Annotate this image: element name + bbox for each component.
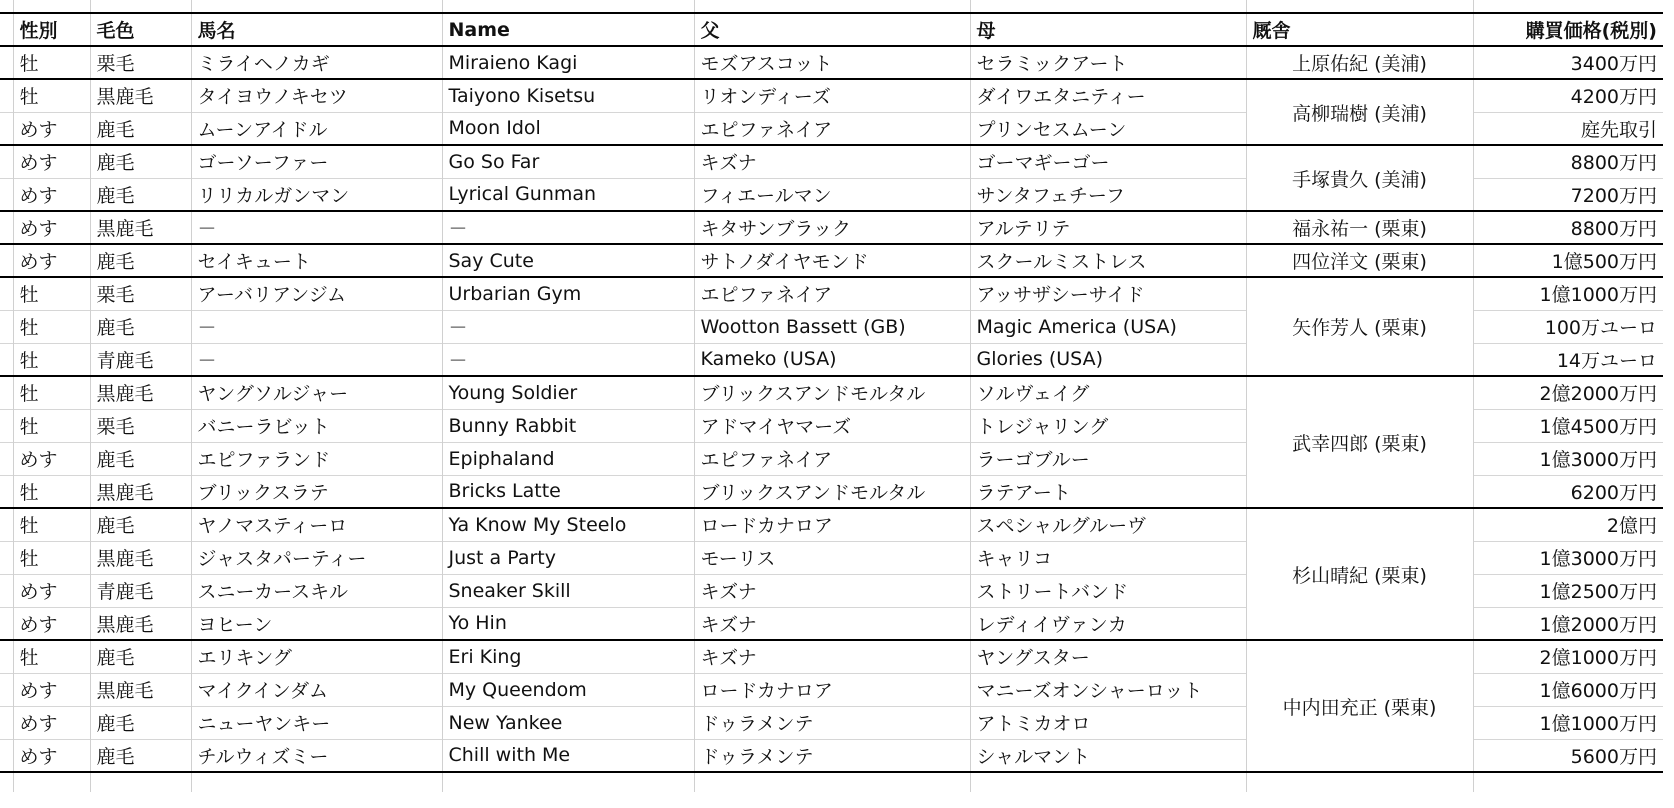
cell-price[interactable]: 4200万円 — [1473, 79, 1663, 112]
cell-name-en[interactable]: Sneaker Skill — [442, 574, 694, 607]
row-spacer-cell[interactable] — [0, 376, 13, 409]
cell-name-en[interactable]: Go So Far — [442, 145, 694, 178]
cell-coat-color[interactable]: 黒鹿毛 — [90, 475, 191, 508]
cell-horse-name[interactable]: エリキング — [191, 640, 442, 673]
cell-sex[interactable]: めす — [13, 211, 90, 244]
cell-coat-color[interactable]: 鹿毛 — [90, 739, 191, 772]
cell-horse-name[interactable]: ミライヘノカギ — [191, 46, 442, 79]
cell-price[interactable]: 1億1000万円 — [1473, 277, 1663, 310]
cell-name-en[interactable]: Ya Know My Steelo — [442, 508, 694, 541]
cell-name-en[interactable]: Bunny Rabbit — [442, 409, 694, 442]
table-row — [0, 46, 1663, 79]
cell-name-en[interactable]: Bricks Latte — [442, 475, 694, 508]
cell-dam[interactable]: ダイワエタニティー — [970, 79, 1246, 112]
cell-price[interactable]: 8800万円 — [1473, 211, 1663, 244]
cell-sex[interactable]: 牡 — [13, 277, 90, 310]
row-spacer-cell[interactable] — [0, 310, 13, 343]
cell-coat-color[interactable]: 黒鹿毛 — [90, 376, 191, 409]
row-spacer-cell[interactable] — [0, 409, 13, 442]
cell-coat-color[interactable]: 鹿毛 — [90, 706, 191, 739]
table-row — [0, 508, 1663, 541]
empty-row — [0, 772, 1663, 792]
cell-coat-color[interactable]: 黒鹿毛 — [90, 211, 191, 244]
cell-name-en[interactable]: Just a Party — [442, 541, 694, 574]
cell-horse-name[interactable]: － — [191, 343, 442, 376]
table-row — [0, 277, 1663, 310]
cell-dam[interactable]: ゴーマギーゴー — [970, 145, 1246, 178]
header-name-en[interactable]: Name — [442, 13, 694, 46]
cell-dam[interactable]: スペシャルグルーヴ — [970, 508, 1246, 541]
cell-stable[interactable]: 中内田充正 (栗東) — [1246, 640, 1473, 772]
cell-dam[interactable]: セラミックアート — [970, 46, 1246, 79]
cell-dam[interactable]: プリンセスムーン — [970, 112, 1246, 145]
row-spacer-cell[interactable] — [0, 607, 13, 640]
row-spacer-cell[interactable] — [0, 46, 13, 79]
cell-horse-name[interactable]: － — [191, 211, 442, 244]
row-spacer-cell[interactable] — [0, 508, 13, 541]
cell-price[interactable]: 2億1000万円 — [1473, 640, 1663, 673]
cell-dam[interactable]: スクールミストレス — [970, 244, 1246, 277]
cell-coat-color[interactable]: 栗毛 — [90, 46, 191, 79]
cell-horse-name[interactable]: ブリックスラテ — [191, 475, 442, 508]
cell-dam[interactable]: Glories (USA) — [970, 343, 1246, 376]
cell-coat-color[interactable]: 青鹿毛 — [90, 574, 191, 607]
table-row — [0, 79, 1663, 112]
row-spacer-cell[interactable] — [0, 178, 13, 211]
cell-coat-color[interactable]: 鹿毛 — [90, 508, 191, 541]
cell-price[interactable]: 7200万円 — [1473, 178, 1663, 211]
table-row — [0, 640, 1663, 673]
cell-sire[interactable]: ロードカナロア — [694, 673, 970, 706]
cell-sex[interactable]: 牡 — [13, 409, 90, 442]
cell-sire[interactable]: Wootton Bassett (GB) — [694, 310, 970, 343]
cell-name-en[interactable]: Yo Hin — [442, 607, 694, 640]
cell-coat-color[interactable]: 鹿毛 — [90, 310, 191, 343]
cell-sex[interactable]: めす — [13, 145, 90, 178]
header-price[interactable]: 購買価格(税別) — [1473, 13, 1663, 46]
empty-cell[interactable] — [13, 772, 90, 792]
cell-horse-name[interactable]: セイキュート — [191, 244, 442, 277]
cell-sex[interactable]: 牡 — [13, 475, 90, 508]
cell-dam[interactable]: アトミカオロ — [970, 706, 1246, 739]
cell-name-en[interactable]: Young Soldier — [442, 376, 694, 409]
cell-horse-name[interactable]: バニーラビット — [191, 409, 442, 442]
table-row — [0, 244, 1663, 277]
cell-coat-color[interactable]: 鹿毛 — [90, 178, 191, 211]
cell-horse-name[interactable]: アーバリアンジム — [191, 277, 442, 310]
cell-stable[interactable]: 矢作芳人 (栗東) — [1246, 277, 1473, 376]
cell-name-en[interactable]: Taiyono Kisetsu — [442, 79, 694, 112]
empty-cell[interactable] — [442, 772, 694, 792]
header-horse-name[interactable]: 馬名 — [191, 13, 442, 46]
cell-price[interactable]: 14万ユーロ — [1473, 343, 1663, 376]
cell-name-en[interactable]: My Queendom — [442, 673, 694, 706]
cell-sex[interactable]: めす — [13, 739, 90, 772]
cell-dam[interactable]: Magic America (USA) — [970, 310, 1246, 343]
cell-sire[interactable]: エピファネイア — [694, 112, 970, 145]
row-spacer-cell[interactable] — [0, 112, 13, 145]
row-spacer-cell[interactable] — [0, 211, 13, 244]
cell-price[interactable]: 庭先取引 — [1473, 112, 1663, 145]
header-row — [0, 13, 1663, 46]
cell-price[interactable]: 1億500万円 — [1473, 244, 1663, 277]
cell-price[interactable]: 1億3000万円 — [1473, 442, 1663, 475]
cell-price[interactable]: 1億6000万円 — [1473, 673, 1663, 706]
cell-horse-name[interactable]: ヤノマスティーロ — [191, 508, 442, 541]
cell-sex[interactable]: 牡 — [13, 508, 90, 541]
cell-dam[interactable]: ラテアート — [970, 475, 1246, 508]
cell-sex[interactable]: 牡 — [13, 46, 90, 79]
cell-name-en[interactable]: Urbarian Gym — [442, 277, 694, 310]
cell-dam[interactable]: ソルヴェイグ — [970, 376, 1246, 409]
header-dam[interactable]: 母 — [970, 13, 1246, 46]
row-spacer-cell[interactable] — [0, 244, 13, 277]
cell-stable[interactable]: 武幸四郎 (栗東) — [1246, 376, 1473, 508]
cell-horse-name[interactable]: タイヨウノキセツ — [191, 79, 442, 112]
cell-coat-color[interactable]: 鹿毛 — [90, 442, 191, 475]
cell-sex[interactable]: 牡 — [13, 640, 90, 673]
cell-dam[interactable]: トレジャリング — [970, 409, 1246, 442]
cell-sire[interactable]: キズナ — [694, 607, 970, 640]
cell-price[interactable]: 1億2000万円 — [1473, 607, 1663, 640]
cell-sire[interactable]: サトノダイヤモンド — [694, 244, 970, 277]
cell-stable[interactable]: 高柳瑞樹 (美浦) — [1246, 79, 1473, 145]
cell-sex[interactable]: めす — [13, 574, 90, 607]
cell-sire[interactable]: ブリックスアンドモルタル — [694, 475, 970, 508]
cell-name-en[interactable]: － — [442, 343, 694, 376]
cell-stable[interactable]: 杉山晴紀 (栗東) — [1246, 508, 1473, 640]
cell-sire[interactable]: アドマイヤマーズ — [694, 409, 970, 442]
cell-horse-name[interactable]: ゴーソーファー — [191, 145, 442, 178]
cell-coat-color[interactable]: 鹿毛 — [90, 145, 191, 178]
row-spacer-cell[interactable] — [0, 673, 13, 706]
cell-sire[interactable]: モズアスコット — [694, 46, 970, 79]
cell-price[interactable]: 1億1000万円 — [1473, 706, 1663, 739]
row-spacer-cell[interactable] — [0, 706, 13, 739]
row-spacer-cell[interactable] — [0, 739, 13, 772]
cell-sire[interactable]: キタサンブラック — [694, 211, 970, 244]
table-row — [0, 145, 1663, 178]
cell-name-en[interactable]: Chill with Me — [442, 739, 694, 772]
row-spacer-cell[interactable] — [0, 442, 13, 475]
cell-horse-name[interactable]: マイクインダム — [191, 673, 442, 706]
empty-cell[interactable] — [191, 772, 442, 792]
cell-price[interactable]: 1億4500万円 — [1473, 409, 1663, 442]
cell-sire[interactable]: キズナ — [694, 640, 970, 673]
row-spacer-cell[interactable] — [0, 640, 13, 673]
cell-sex[interactable]: 牡 — [13, 79, 90, 112]
empty-cell[interactable] — [1246, 772, 1473, 792]
row-spacer-cell[interactable] — [0, 277, 13, 310]
table-row — [0, 211, 1663, 244]
cell-dam[interactable]: サンタフェチーフ — [970, 178, 1246, 211]
cell-coat-color[interactable]: 鹿毛 — [90, 640, 191, 673]
table-row — [0, 376, 1663, 409]
cell-dam[interactable]: シャルマント — [970, 739, 1246, 772]
cell-sire[interactable]: ブリックスアンドモルタル — [694, 376, 970, 409]
header-sex[interactable]: 性別 — [13, 13, 90, 46]
cell-price[interactable]: 2億円 — [1473, 508, 1663, 541]
cell-price[interactable]: 1億3000万円 — [1473, 541, 1663, 574]
header-coat-color[interactable]: 毛色 — [90, 13, 191, 46]
cell-sex[interactable]: 牡 — [13, 310, 90, 343]
cell-price[interactable]: 8800万円 — [1473, 145, 1663, 178]
cell-name-en[interactable]: Lyrical Gunman — [442, 178, 694, 211]
cell-dam[interactable]: マニーズオンシャーロット — [970, 673, 1246, 706]
cell-coat-color[interactable]: 栗毛 — [90, 277, 191, 310]
cell-horse-name[interactable]: ジャスタパーティー — [191, 541, 442, 574]
cell-sex[interactable]: めす — [13, 244, 90, 277]
cell-sex[interactable]: めす — [13, 442, 90, 475]
cell-name-en[interactable]: Say Cute — [442, 244, 694, 277]
cell-stable[interactable]: 手塚貴久 (美浦) — [1246, 145, 1473, 211]
cell-sire[interactable]: ロードカナロア — [694, 508, 970, 541]
empty-cell[interactable] — [0, 772, 13, 792]
row-spacer-cell[interactable] — [0, 79, 13, 112]
cell-dam[interactable]: キャリコ — [970, 541, 1246, 574]
cell-name-en[interactable]: － — [442, 310, 694, 343]
cell-sire[interactable]: フィエールマン — [694, 178, 970, 211]
cell-sex[interactable]: 牡 — [13, 541, 90, 574]
spacer-row — [0, 0, 1663, 13]
empty-cell[interactable] — [694, 772, 970, 792]
cell-dam[interactable]: アルテリテ — [970, 211, 1246, 244]
cell-horse-name[interactable]: ムーンアイドル — [191, 112, 442, 145]
cell-horse-name[interactable]: ニューヤンキー — [191, 706, 442, 739]
cell-name-en[interactable]: Miraieno Kagi — [442, 46, 694, 79]
cell-horse-name[interactable]: リリカルガンマン — [191, 178, 442, 211]
header-cell-blank[interactable] — [0, 13, 13, 46]
cell-price[interactable]: 2億2000万円 — [1473, 376, 1663, 409]
cell-sire[interactable]: ドゥラメンテ — [694, 706, 970, 739]
cell-sex[interactable]: めす — [13, 112, 90, 145]
cell-name-en[interactable]: Epiphaland — [442, 442, 694, 475]
cell-horse-name[interactable]: － — [191, 310, 442, 343]
cell-sire[interactable]: キズナ — [694, 574, 970, 607]
row-spacer-cell[interactable] — [0, 145, 13, 178]
cell-price[interactable]: 5600万円 — [1473, 739, 1663, 772]
empty-cell[interactable] — [90, 772, 191, 792]
cell-horse-name[interactable]: エピファランド — [191, 442, 442, 475]
cell-coat-color[interactable]: 栗毛 — [90, 409, 191, 442]
cell-stable[interactable]: 上原佑紀 (美浦) — [1246, 46, 1473, 79]
cell-coat-color[interactable]: 黒鹿毛 — [90, 673, 191, 706]
cell-name-en[interactable]: Moon Idol — [442, 112, 694, 145]
row-spacer-cell[interactable] — [0, 541, 13, 574]
row-spacer-cell[interactable] — [0, 343, 13, 376]
cell-name-en[interactable]: New Yankee — [442, 706, 694, 739]
cell-sex[interactable]: めす — [13, 178, 90, 211]
cell-sire[interactable]: ドゥラメンテ — [694, 739, 970, 772]
cell-horse-name[interactable]: ヤングソルジャー — [191, 376, 442, 409]
cell-sire[interactable]: エピファネイア — [694, 277, 970, 310]
empty-cell[interactable] — [970, 772, 1246, 792]
cell-coat-color[interactable]: 黒鹿毛 — [90, 607, 191, 640]
cell-horse-name[interactable]: ヨヒーン — [191, 607, 442, 640]
cell-sex[interactable]: 牡 — [13, 376, 90, 409]
row-spacer-cell[interactable] — [0, 574, 13, 607]
cell-dam[interactable]: ストリートバンド — [970, 574, 1246, 607]
header-sire[interactable]: 父 — [694, 13, 970, 46]
cell-sire[interactable]: モーリス — [694, 541, 970, 574]
cell-price[interactable]: 3400万円 — [1473, 46, 1663, 79]
row-spacer-cell[interactable] — [0, 475, 13, 508]
cell-sire[interactable]: エピファネイア — [694, 442, 970, 475]
cell-dam[interactable]: アッサザシーサイド — [970, 277, 1246, 310]
cell-sire[interactable]: リオンディーズ — [694, 79, 970, 112]
cell-coat-color[interactable]: 黒鹿毛 — [90, 541, 191, 574]
cell-sire[interactable]: キズナ — [694, 145, 970, 178]
cell-sex[interactable]: めす — [13, 607, 90, 640]
cell-stable[interactable]: 四位洋文 (栗東) — [1246, 244, 1473, 277]
cell-price[interactable]: 100万ユーロ — [1473, 310, 1663, 343]
cell-coat-color[interactable]: 鹿毛 — [90, 244, 191, 277]
cell-dam[interactable]: レディイヴァンカ — [970, 607, 1246, 640]
cell-horse-name[interactable]: スニーカースキル — [191, 574, 442, 607]
cell-sex[interactable]: 牡 — [13, 343, 90, 376]
cell-coat-color[interactable]: 黒鹿毛 — [90, 79, 191, 112]
cell-price[interactable]: 1億2500万円 — [1473, 574, 1663, 607]
cell-sex[interactable]: めす — [13, 673, 90, 706]
cell-stable[interactable]: 福永祐一 (栗東) — [1246, 211, 1473, 244]
cell-sire[interactable]: Kameko (USA) — [694, 343, 970, 376]
cell-price[interactable]: 6200万円 — [1473, 475, 1663, 508]
empty-cell[interactable] — [1473, 772, 1663, 792]
cell-dam[interactable]: ラーゴブルー — [970, 442, 1246, 475]
cell-horse-name[interactable]: チルウィズミー — [191, 739, 442, 772]
header-stable[interactable]: 厩舎 — [1246, 13, 1473, 46]
cell-dam[interactable]: ヤングスター — [970, 640, 1246, 673]
cell-coat-color[interactable]: 鹿毛 — [90, 112, 191, 145]
cell-name-en[interactable]: Eri King — [442, 640, 694, 673]
cell-sex[interactable]: めす — [13, 706, 90, 739]
cell-name-en[interactable]: － — [442, 211, 694, 244]
cell-coat-color[interactable]: 青鹿毛 — [90, 343, 191, 376]
